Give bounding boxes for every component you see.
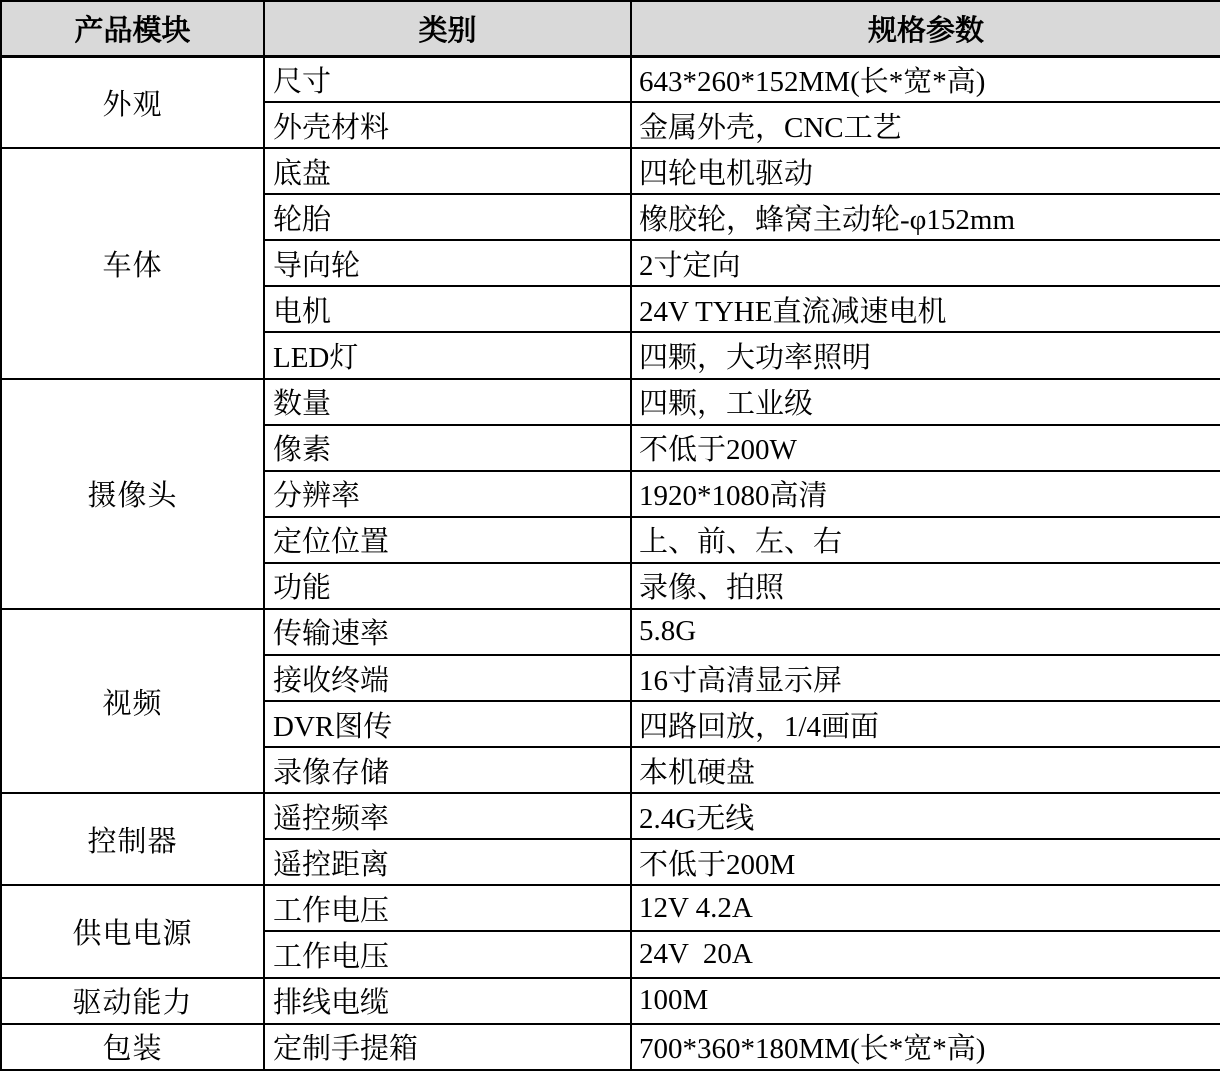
module-cell: 供电电源 xyxy=(1,885,264,977)
table-row xyxy=(1,793,1220,839)
table-row xyxy=(1,1024,1220,1070)
category-cell: 功能 xyxy=(264,563,631,609)
spec-cell: 643*260*152MM(长*宽*高) xyxy=(631,56,1220,102)
spec-cell: 不低于200W xyxy=(631,425,1220,471)
category-cell: 导向轮 xyxy=(264,240,631,286)
spec-cell: 四路回放，1/4画面 xyxy=(631,701,1220,747)
category-cell: 尺寸 xyxy=(264,56,631,102)
category-cell: 数量 xyxy=(264,379,631,425)
category-cell: 遥控距离 xyxy=(264,839,631,885)
category-cell: 定制手提箱 xyxy=(264,1024,631,1070)
spec-cell: 金属外壳，CNC工艺 xyxy=(631,102,1220,148)
spec-cell: 12V 4.2A xyxy=(631,885,1220,931)
module-cell: 摄像头 xyxy=(1,379,264,609)
module-cell: 驱动能力 xyxy=(1,978,264,1024)
category-cell: 遥控频率 xyxy=(264,793,631,839)
category-cell: 工作电压 xyxy=(264,931,631,977)
header-product-module: 产品模块 xyxy=(1,1,264,56)
category-cell: 定位位置 xyxy=(264,517,631,563)
category-cell: 工作电压 xyxy=(264,885,631,931)
header-category: 类别 xyxy=(264,1,631,56)
spec-cell: 不低于200M xyxy=(631,839,1220,885)
module-cell: 车体 xyxy=(1,148,264,378)
category-cell: 录像存储 xyxy=(264,747,631,793)
header-row xyxy=(1,1,1220,56)
spec-cell: 录像、拍照 xyxy=(631,563,1220,609)
spec-cell: 2.4G无线 xyxy=(631,793,1220,839)
spec-cell: 100M xyxy=(631,978,1220,1024)
spec-cell: 本机硬盘 xyxy=(631,747,1220,793)
table-row xyxy=(1,978,1220,1024)
module-cell: 包装 xyxy=(1,1024,264,1070)
category-cell: 分辨率 xyxy=(264,471,631,517)
header-spec-params: 规格参数 xyxy=(631,1,1220,56)
category-cell: 排线电缆 xyxy=(264,978,631,1024)
category-cell: 底盘 xyxy=(264,148,631,194)
module-cell: 视频 xyxy=(1,609,264,793)
category-cell: LED灯 xyxy=(264,332,631,378)
table-row xyxy=(1,379,1220,425)
category-cell: 传输速率 xyxy=(264,609,631,655)
spec-cell: 24V TYHE直流减速电机 xyxy=(631,286,1220,332)
category-cell: 轮胎 xyxy=(264,194,631,240)
spec-cell: 700*360*180MM(长*宽*高) xyxy=(631,1024,1220,1070)
spec-cell: 四颗，大功率照明 xyxy=(631,332,1220,378)
spec-cell: 上、前、左、右 xyxy=(631,517,1220,563)
table-row xyxy=(1,609,1220,655)
spec-cell: 2寸定向 xyxy=(631,240,1220,286)
spec-cell: 橡胶轮，蜂窝主动轮-φ152mm xyxy=(631,194,1220,240)
category-cell: 像素 xyxy=(264,425,631,471)
module-cell: 控制器 xyxy=(1,793,264,885)
category-cell: 接收终端 xyxy=(264,655,631,701)
table-row xyxy=(1,56,1220,102)
spec-cell: 5.8G xyxy=(631,609,1220,655)
spec-cell: 24V 20A xyxy=(631,931,1220,977)
category-cell: DVR图传 xyxy=(264,701,631,747)
table-row xyxy=(1,148,1220,194)
module-cell: 外观 xyxy=(1,56,264,148)
table-body xyxy=(1,56,1220,1070)
category-cell: 电机 xyxy=(264,286,631,332)
spec-cell: 四轮电机驱动 xyxy=(631,148,1220,194)
spec-cell: 16寸高清显示屏 xyxy=(631,655,1220,701)
spec-cell: 1920*1080高清 xyxy=(631,471,1220,517)
table-row xyxy=(1,885,1220,931)
category-cell: 外壳材料 xyxy=(264,102,631,148)
spec-cell: 四颗，工业级 xyxy=(631,379,1220,425)
